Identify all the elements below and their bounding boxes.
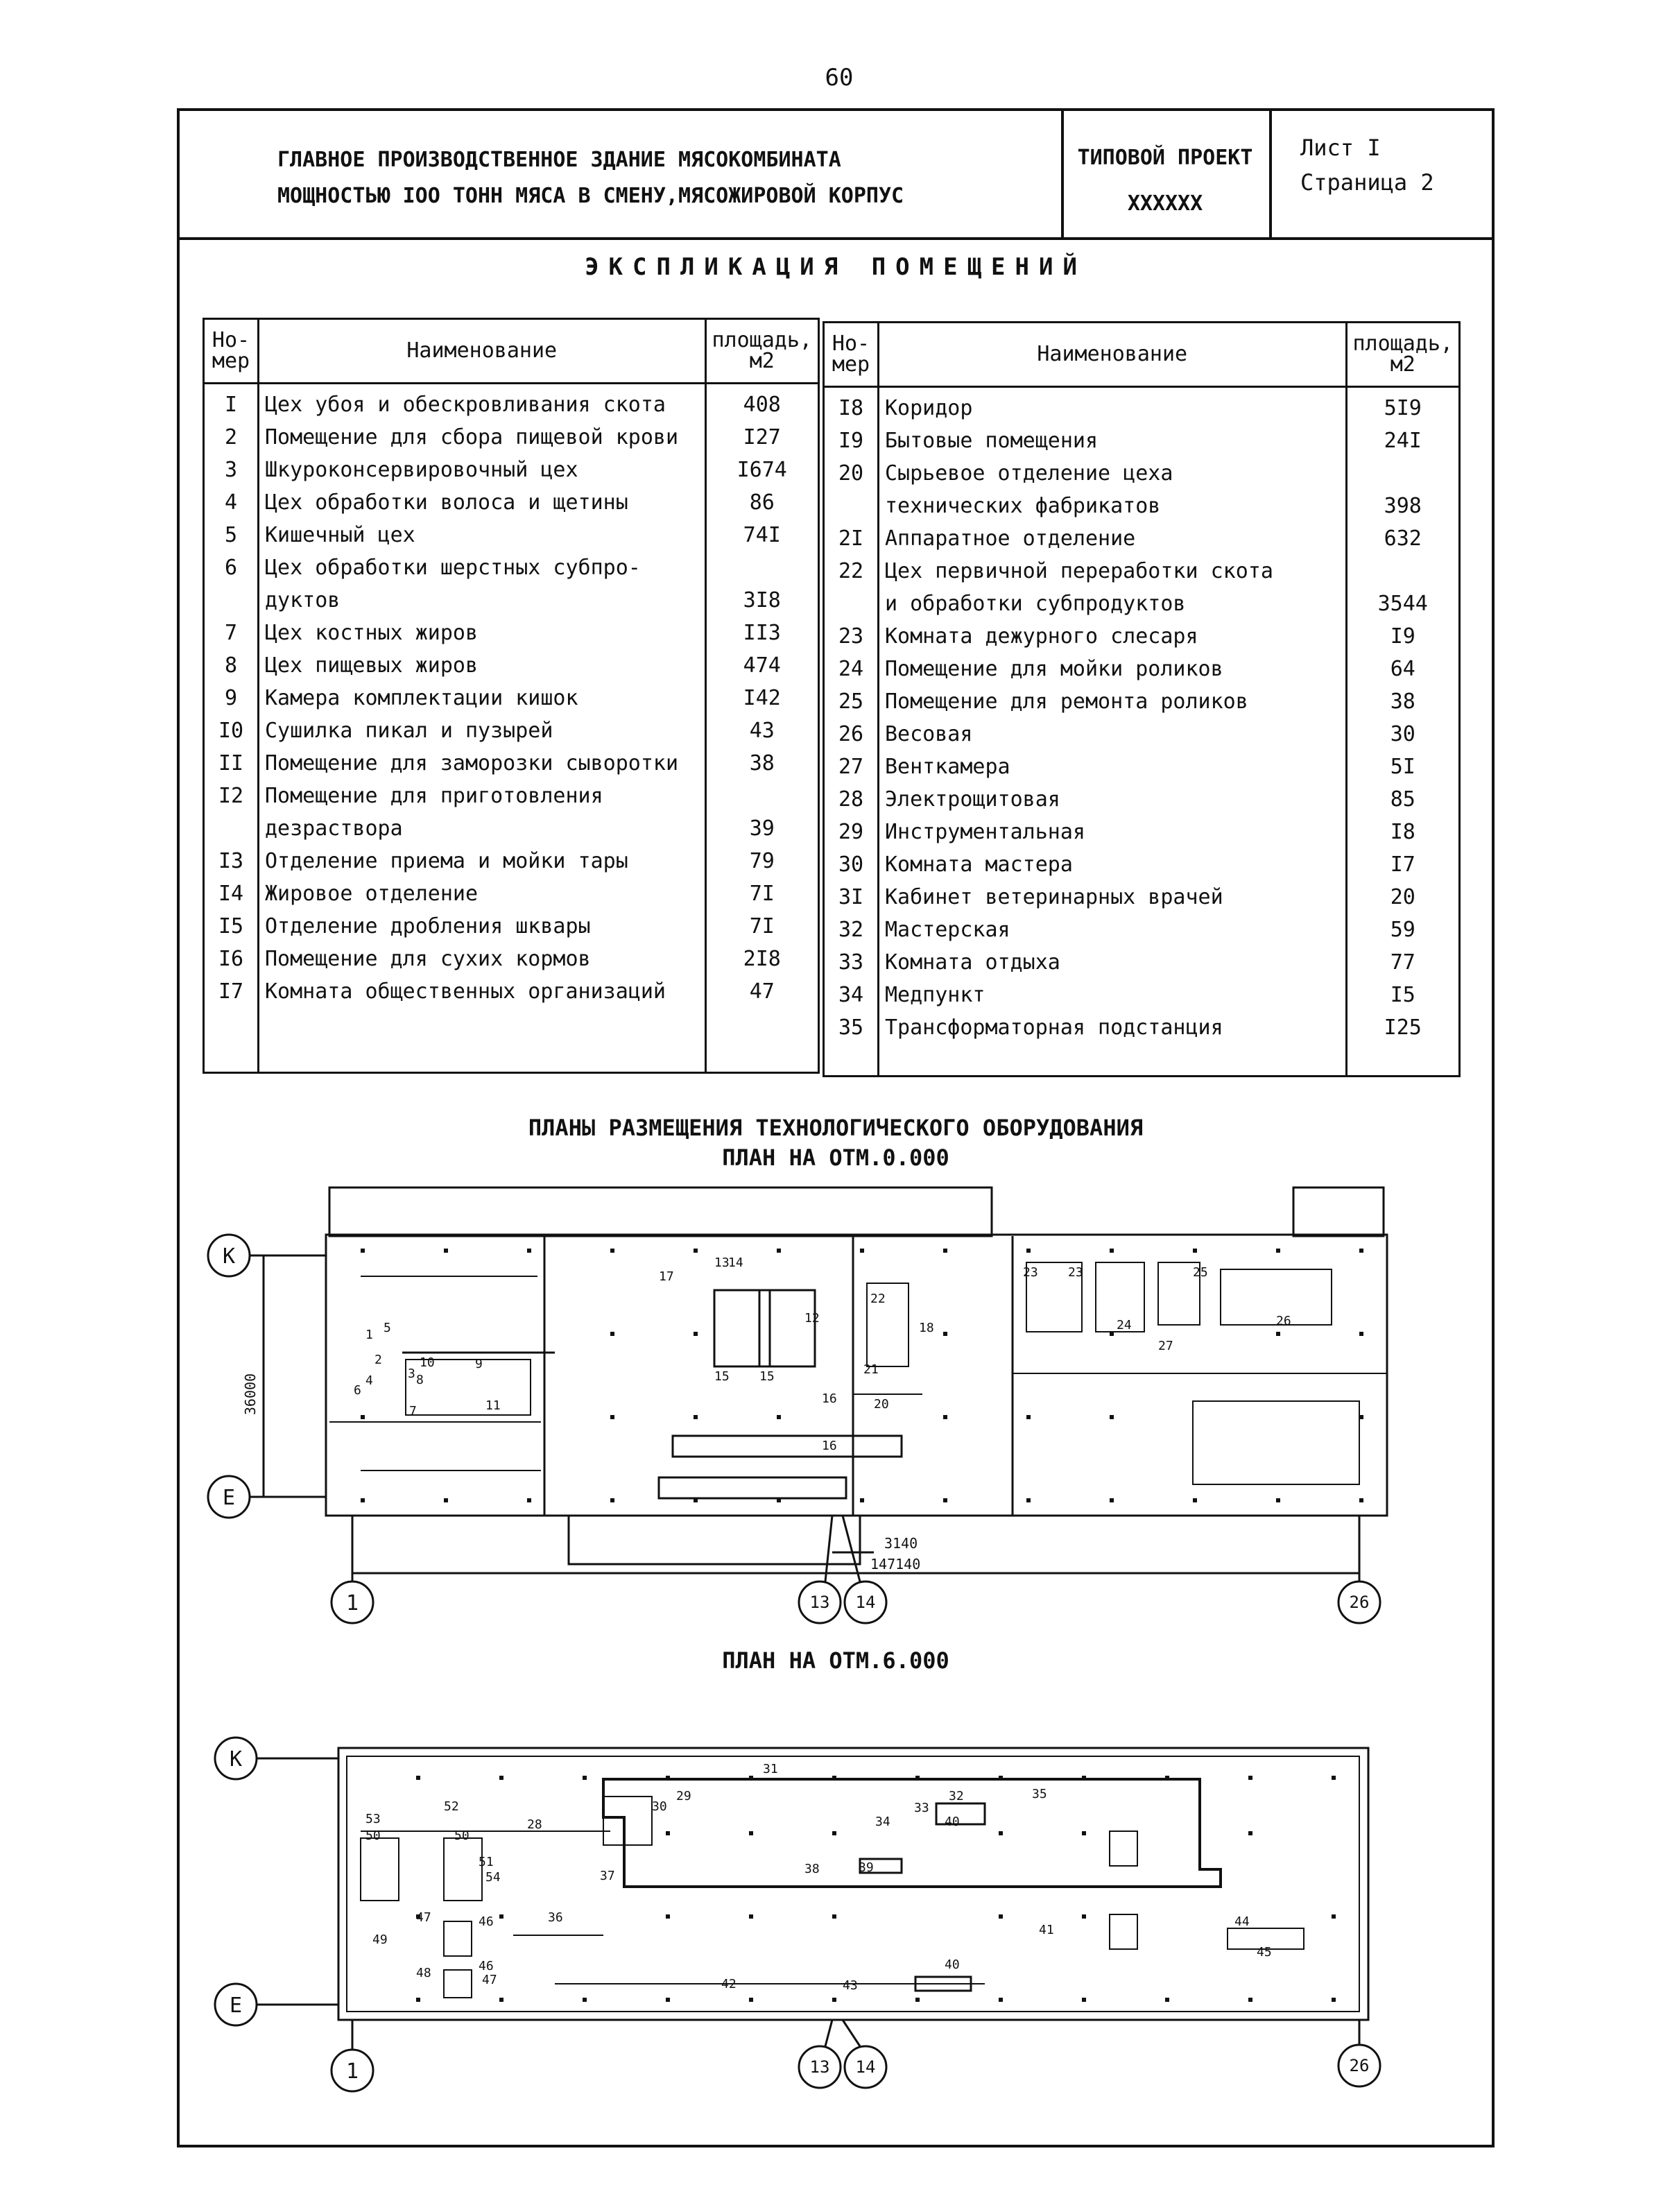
equipment-label: 31 [763, 1762, 778, 1776]
room-area: 3I8 [705, 580, 819, 612]
table-filler [824, 1040, 1460, 1077]
equipment-label: 32 [949, 1789, 964, 1803]
column-grid [361, 1249, 1363, 1502]
room-number: 3I [824, 877, 879, 909]
room-area: 632 [1346, 518, 1460, 551]
equipment-label: 41 [1039, 1923, 1054, 1937]
room-name: Бытовые помещения [879, 420, 1347, 453]
room-area: 86 [705, 482, 819, 515]
equipment-label: 34 [875, 1815, 890, 1829]
equipment-label: 13 [714, 1255, 730, 1270]
equipment-label: 36 [548, 1910, 563, 1925]
equipment-label: 4 [365, 1373, 373, 1388]
room-name: Жировое отделение [259, 873, 706, 906]
equipment-label: 10 [420, 1355, 435, 1370]
room-area: I27 [705, 417, 819, 449]
room-name: Цех обработки шерстных субпро- [259, 547, 706, 580]
table-row [824, 681, 1460, 714]
room-name: Сушилка пикал и пузырей [259, 710, 706, 743]
room-name: Коридор [879, 387, 1347, 421]
sheet-cell [1300, 130, 1434, 200]
room-area: 47 [705, 971, 819, 1004]
sheet-number: Лист I [1300, 135, 1381, 161]
table-row [204, 417, 819, 449]
table-row [204, 678, 819, 710]
page-number: 60 [825, 64, 854, 92]
room-number: 8 [204, 645, 259, 678]
equipment-label: 2 [374, 1353, 382, 1367]
equipment-label: 40 [945, 1815, 960, 1829]
axis-E-label: E [222, 1486, 236, 1510]
room-name: Помещение для приготовления [259, 775, 706, 808]
room-number: I4 [204, 873, 259, 906]
equipment-label: 40 [945, 1957, 960, 1972]
room-name: Цех убоя и обескровливания скота [259, 384, 706, 418]
equipment-label: 54 [485, 1870, 501, 1885]
equipment-label: 8 [416, 1373, 424, 1387]
room-name: Мастерская [879, 909, 1347, 942]
room-name: Комната общественных организаций [259, 971, 706, 1004]
table-row [824, 714, 1460, 746]
room-name: Цех костных жиров [259, 612, 706, 645]
empty-cell [705, 1004, 819, 1073]
table-row [824, 453, 1460, 486]
room-name: Сырьевое отделение цеха [879, 453, 1347, 486]
equipment-label: 35 [1032, 1787, 1047, 1801]
empty-cell [259, 1004, 706, 1073]
room-area: I9 [1346, 616, 1460, 649]
room-name: Комната дежурного слесаря [879, 616, 1347, 649]
table-row [824, 486, 1460, 518]
room-area: I5 [1346, 975, 1460, 1007]
equipment-label: 43 [843, 1978, 858, 1993]
room-number [824, 583, 879, 616]
equipment-label: 49 [372, 1932, 388, 1947]
equipment-label: 23 [1023, 1265, 1038, 1280]
room-area: 77 [1346, 942, 1460, 975]
equipment-label: 51 [479, 1855, 494, 1869]
table-row [824, 518, 1460, 551]
equipment-label: 11 [485, 1398, 501, 1413]
table-row [204, 449, 819, 482]
room-area: 474 [705, 645, 819, 678]
plan-ground-floor [0, 1165, 1679, 1637]
equipment-label: 21 [863, 1362, 879, 1377]
table-row [204, 645, 819, 678]
room-number: I0 [204, 710, 259, 743]
room-area: 79 [705, 841, 819, 873]
table-row [204, 775, 819, 808]
table-row [204, 710, 819, 743]
axis-K-label: K [222, 1244, 236, 1269]
plans-heading: ПЛАНЫ РАЗМЕЩЕНИЯ ТЕХНОЛОГИЧЕСКОГО ОБОРУДОВАНИЯ [528, 1115, 1144, 1141]
equipment-label: 6 [354, 1383, 361, 1398]
equipment-label: 37 [600, 1869, 615, 1883]
equipment-label: 18 [919, 1321, 934, 1335]
axis-14-label: 14 [855, 2057, 876, 2077]
room-number [204, 808, 259, 841]
table-row [824, 844, 1460, 877]
room-number: I [204, 384, 259, 418]
axis-13-label: 13 [809, 2057, 830, 2077]
plan-upper-floor [0, 1720, 1679, 2095]
room-name: Комната отдыха [879, 942, 1347, 975]
equipment-label: 50 [365, 1828, 381, 1843]
empty-cell [204, 1004, 259, 1073]
room-name: Помещение для заморозки сыворотки [259, 743, 706, 775]
equipment-label: 47 [482, 1973, 497, 1987]
equipment-label: 46 [479, 1959, 494, 1973]
room-name: Весовая [879, 714, 1347, 746]
room-number: 25 [824, 681, 879, 714]
equipment-label: 16 [822, 1439, 837, 1453]
equipment-label: 9 [475, 1357, 483, 1371]
room-area: 5I [1346, 746, 1460, 779]
equipment-label: 12 [804, 1311, 820, 1326]
equipment-label: 33 [914, 1801, 929, 1815]
equipment-label: 44 [1234, 1914, 1250, 1929]
plan2-title: ПЛАН НА ОТМ.6.000 [722, 1647, 949, 1674]
table-row [204, 547, 819, 580]
table-row [204, 482, 819, 515]
room-number: 5 [204, 515, 259, 547]
axis-26-label: 26 [1349, 1593, 1370, 1612]
room-area: 64 [1346, 649, 1460, 681]
col-area-header: площадь, м2 [705, 319, 819, 384]
axis-K-label: K [229, 1747, 243, 1772]
room-name: Отделение дробления шквары [259, 906, 706, 938]
room-area: 20 [1346, 877, 1460, 909]
equipment-label: 24 [1117, 1318, 1132, 1332]
room-number: II [204, 743, 259, 775]
dim-3140: 3140 [884, 1535, 918, 1552]
room-area: 2I8 [705, 938, 819, 971]
room-number: 9 [204, 678, 259, 710]
room-area [1346, 551, 1460, 583]
room-number: I2 [204, 775, 259, 808]
axis-13-label: 13 [809, 1593, 830, 1612]
room-area: 24I [1346, 420, 1460, 453]
room-name: Кабинет ветеринарных врачей [879, 877, 1347, 909]
room-area [705, 547, 819, 580]
table-row [824, 942, 1460, 975]
room-area: I25 [1346, 1007, 1460, 1040]
equipment-label: 46 [479, 1914, 494, 1929]
col-name-header: Наименование [879, 323, 1347, 387]
table-row [204, 743, 819, 775]
table-row [204, 808, 819, 841]
room-number [204, 580, 259, 612]
equipment-label: 53 [365, 1812, 381, 1826]
equipment-label: 23 [1068, 1265, 1083, 1280]
room-name: Цех пищевых жиров [259, 645, 706, 678]
room-number: 30 [824, 844, 879, 877]
room-name: Электрощитовая [879, 779, 1347, 812]
room-number: 3 [204, 449, 259, 482]
room-number: I3 [204, 841, 259, 873]
room-number: I7 [204, 971, 259, 1004]
table-row [824, 812, 1460, 844]
plan2-equipment-labels [365, 1762, 1272, 1993]
equipment-label: 48 [416, 1966, 431, 1980]
equipment-label: 15 [714, 1369, 730, 1384]
equipment-label: 20 [874, 1397, 889, 1412]
table-row [824, 779, 1460, 812]
project-cell [1061, 135, 1269, 227]
room-number: 2 [204, 417, 259, 449]
table-row [824, 877, 1460, 909]
room-number: 34 [824, 975, 879, 1007]
room-name: Помещение для сухих кормов [259, 938, 706, 971]
room-number: 28 [824, 779, 879, 812]
room-number: 33 [824, 942, 879, 975]
axis-26-label: 26 [1349, 2056, 1370, 2075]
equipment-label: 14 [728, 1255, 743, 1270]
room-area: 85 [1346, 779, 1460, 812]
equipment-label: 39 [859, 1860, 874, 1875]
empty-cell [879, 1040, 1347, 1077]
room-name: Венткамера [879, 746, 1347, 779]
table-row [204, 515, 819, 547]
explication-table-left [203, 318, 820, 1074]
room-area: 59 [1346, 909, 1460, 942]
table-row [204, 580, 819, 612]
room-area: 7I [705, 873, 819, 906]
plan1-equipment-labels [354, 1255, 1291, 1453]
room-area: 39 [705, 808, 819, 841]
room-number: 22 [824, 551, 879, 583]
room-name: Камера комплектации кишок [259, 678, 706, 710]
equipment-label: 15 [759, 1369, 775, 1384]
room-name: Медпункт [879, 975, 1347, 1007]
table-row [204, 384, 819, 418]
table-row [824, 746, 1460, 779]
axis-14-label: 14 [855, 1593, 876, 1612]
explication-table-right [823, 321, 1461, 1077]
table-row [204, 938, 819, 971]
room-name: технических фабрикатов [879, 486, 1347, 518]
equipment-label: 38 [804, 1862, 820, 1876]
room-number: 4 [204, 482, 259, 515]
room-area: 74I [705, 515, 819, 547]
room-area: 30 [1346, 714, 1460, 746]
title-line-1: ГЛАВНОЕ ПРОИЗВОДСТВЕННОЕ ЗДАНИЕ МЯСОКОМБИНАТА [277, 148, 841, 172]
room-name: Трансформаторная подстанция [879, 1007, 1347, 1040]
room-area [705, 775, 819, 808]
room-area: I674 [705, 449, 819, 482]
room-name: дезраствора [259, 808, 706, 841]
table-row [824, 387, 1460, 421]
equipment-label: 50 [454, 1828, 470, 1843]
room-name: Помещение для ремонта роликов [879, 681, 1347, 714]
room-area: 398 [1346, 486, 1460, 518]
room-area: 408 [705, 384, 819, 418]
equipment-label: 26 [1276, 1314, 1291, 1328]
empty-cell [1346, 1040, 1460, 1077]
equipment-label: 25 [1193, 1265, 1208, 1280]
equipment-label: 1 [365, 1328, 373, 1342]
equipment-label: 5 [384, 1321, 391, 1335]
table-row [204, 841, 819, 873]
table-row [824, 649, 1460, 681]
equipment-label: 42 [721, 1977, 737, 1991]
room-number: 23 [824, 616, 879, 649]
room-area: 3544 [1346, 583, 1460, 616]
room-area: 43 [705, 710, 819, 743]
room-name: Кишечный цех [259, 515, 706, 547]
dim-height: 36000 [242, 1373, 259, 1416]
room-name: Инструментальная [879, 812, 1347, 844]
equipment-label: 29 [676, 1789, 691, 1803]
room-area: I8 [1346, 812, 1460, 844]
table-row [204, 971, 819, 1004]
room-number [824, 486, 879, 518]
table-row [824, 975, 1460, 1007]
room-number: 24 [824, 649, 879, 681]
room-area: 38 [1346, 681, 1460, 714]
table-row [204, 873, 819, 906]
room-area: 7I [705, 906, 819, 938]
room-number: 29 [824, 812, 879, 844]
explication-heading: ЭКСПЛИКАЦИЯ ПОМЕЩЕНИЙ [585, 253, 1087, 281]
equipment-label: 45 [1257, 1945, 1272, 1960]
room-area: 5I9 [1346, 387, 1460, 421]
room-number: I5 [204, 906, 259, 938]
equipment-label: 47 [416, 1910, 431, 1925]
room-area: 38 [705, 743, 819, 775]
plan1-title: ПЛАН НА ОТМ.0.000 [722, 1144, 949, 1171]
col-area-header: площадь, м2 [1346, 323, 1460, 387]
room-number: 35 [824, 1007, 879, 1040]
room-name: Цех обработки волоса и щетины [259, 482, 706, 515]
room-area: II3 [705, 612, 819, 645]
title-line-2: МОЩНОСТЬЮ IOO ТОНН МЯСА В СМЕНУ,МЯСОЖИРОВОЙ КОРПУС [277, 184, 904, 208]
room-area: I42 [705, 678, 819, 710]
equipment-label: 16 [822, 1391, 837, 1406]
table-row [204, 612, 819, 645]
room-name: дуктов [259, 580, 706, 612]
room-number: I8 [824, 387, 879, 421]
dim-total: 147140 [870, 1556, 921, 1572]
table-row [824, 1007, 1460, 1040]
room-name: Помещение для мойки роликов [879, 649, 1347, 681]
room-name: Шкуроконсервировочный цех [259, 449, 706, 482]
table-row [824, 583, 1460, 616]
table-row [204, 906, 819, 938]
equipment-label: 30 [652, 1799, 667, 1814]
project-code: XXXXXX [1127, 191, 1203, 216]
equipment-label: 3 [408, 1366, 415, 1381]
room-name: Отделение приема и мойки тары [259, 841, 706, 873]
room-number: 27 [824, 746, 879, 779]
table-row [824, 420, 1460, 453]
room-number: 20 [824, 453, 879, 486]
room-name: Аппаратное отделение [879, 518, 1347, 551]
equipment-label: 52 [444, 1799, 459, 1814]
table-filler [204, 1004, 819, 1073]
table-row [824, 616, 1460, 649]
room-number: 32 [824, 909, 879, 942]
equipment-label: 28 [527, 1817, 542, 1832]
room-number: 26 [824, 714, 879, 746]
corridor-outline [603, 1779, 1221, 1887]
equipment-label: 22 [870, 1292, 886, 1306]
project-label: ТИПОВОЙ ПРОЕКТ [1077, 146, 1253, 170]
col-name-header: Наименование [259, 319, 706, 384]
room-name: Цех первичной переработки скота [879, 551, 1347, 583]
room-number: I6 [204, 938, 259, 971]
room-number: 2I [824, 518, 879, 551]
room-number: I9 [824, 420, 879, 453]
col-number-header: Но-мер [824, 323, 879, 387]
room-name: и обработки субпродуктов [879, 583, 1347, 616]
room-name: Помещение для сбора пищевой крови [259, 417, 706, 449]
equipment-label: 7 [409, 1404, 417, 1418]
empty-cell [824, 1040, 879, 1077]
equipment-label: 27 [1158, 1339, 1173, 1353]
equipment-label: 17 [659, 1269, 674, 1284]
drawing-title [277, 142, 904, 214]
axis-E-label: E [229, 1994, 243, 2018]
table-row [824, 909, 1460, 942]
axis-1-label: 1 [345, 1591, 359, 1615]
room-number: 6 [204, 547, 259, 580]
axis-1-label: 1 [345, 2059, 359, 2084]
room-area: I7 [1346, 844, 1460, 877]
col-number-header: Но-мер [204, 319, 259, 384]
table-row [824, 551, 1460, 583]
room-area [1346, 453, 1460, 486]
page-label: Страница 2 [1300, 169, 1434, 196]
column-grid [416, 1776, 1336, 2002]
room-name: Комната мастера [879, 844, 1347, 877]
room-number: 7 [204, 612, 259, 645]
